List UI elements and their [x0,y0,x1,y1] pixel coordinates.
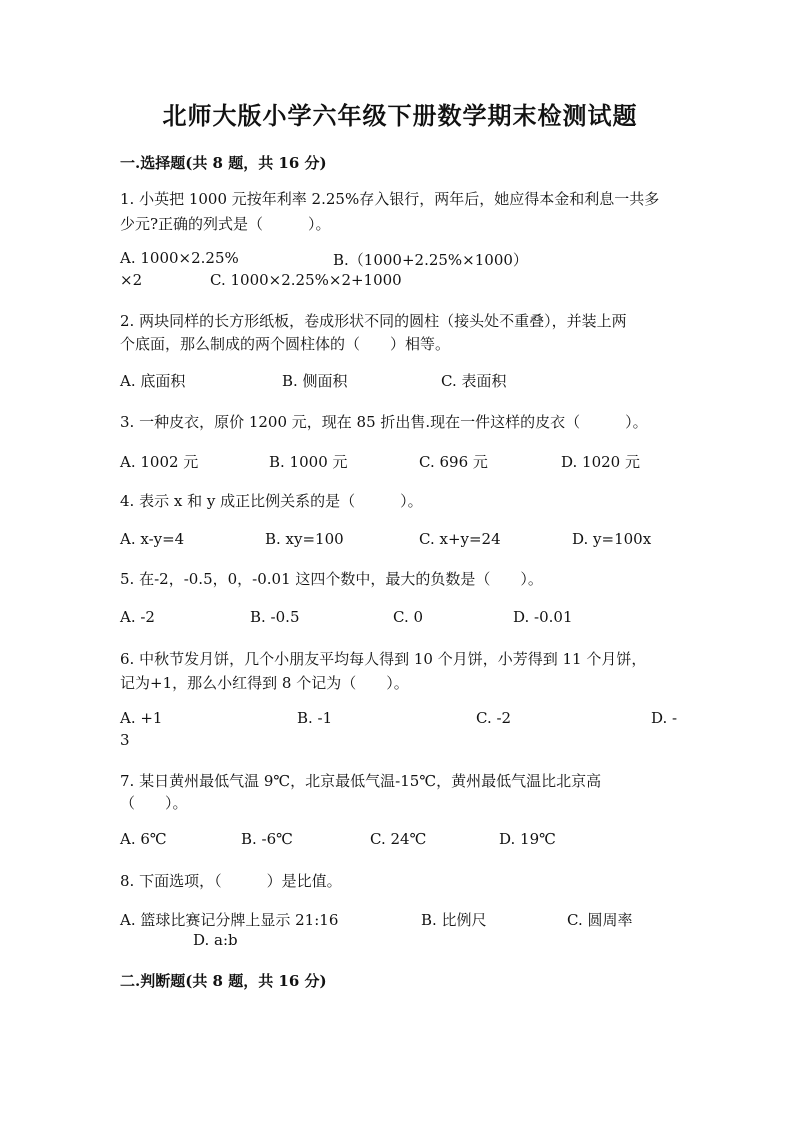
question-8-option-b: B. 比例尺 [421,911,487,929]
question-3-option-c: C. 696 元 [419,453,488,471]
question-4-option-c: C. x+y=24 [419,530,501,548]
page-title: 北师大版小学六年级下册数学期末检测试题 [162,101,638,130]
question-1-line-1: 1. 小英把 1000 元按年利率 2.25%存入银行，两年后，她应得本金和利息一共多 [120,190,660,208]
question-8-line-1: 8. 下面选项，（ ）是比值。 [120,872,342,890]
question-3-line-1: 3. 一种皮衣，原价 1200 元，现在 85 折出售.现在一件这样的皮衣（ ）。 [120,413,648,431]
section-heading: 一.选择题(共 8 题，共 16 分) [120,154,327,172]
question-1-option-a: A. 1000×2.25% [120,249,239,267]
question-1-option-b-cont: ×2 [120,271,143,289]
question-3-option-a: A. 1002 元 [120,453,199,471]
question-5-line-1: 5. 在-2，-0.5，0，-0.01 这四个数中，最大的负数是（ ）。 [120,570,543,588]
question-2-option-c: C. 表面积 [441,372,507,390]
question-5-option-d: D. -0.01 [513,608,573,626]
question-3-option-b: B. 1000 元 [269,453,348,471]
question-4-option-b: B. xy=100 [265,530,344,548]
question-1-option-b: B.（1000+2.25%×1000） [333,251,528,269]
section-heading: 二.判断题(共 8 题，共 16 分) [120,972,327,990]
question-1-option-c: C. 1000×2.25%×2+1000 [210,271,402,289]
question-6-option-b: B. -1 [297,709,333,727]
question-3-option-d: D. 1020 元 [561,453,640,471]
question-5-option-b: B. -0.5 [250,608,300,626]
question-6-option-a: A. +1 [120,709,163,727]
question-6-option-d-cont: 3 [120,731,130,749]
question-2-line-1: 2. 两块同样的长方形纸板，卷成形状不同的圆柱（接头处不重叠），并装上两 [120,312,627,330]
question-7-line-1: 7. 某日黄州最低气温 9℃，北京最低气温-15℃，黄州最低气温比北京高 [120,772,602,790]
question-2-option-a: A. 底面积 [120,372,186,390]
question-6-option-d: D. - [651,709,678,727]
question-7-option-d: D. 19℃ [499,830,556,848]
question-4-option-d: D. y=100x [572,530,652,548]
question-1-line-2: 少元?正确的列式是（ ）。 [120,215,331,233]
question-6-line-2: 记为+1，那么小红得到 8 个记为（ ）。 [120,674,409,692]
question-2-option-b: B. 侧面积 [282,372,348,390]
question-7-line-2: （ ）。 [120,794,188,812]
question-6-option-c: C. -2 [476,709,512,727]
question-5-option-c: C. 0 [393,608,424,626]
question-4-line-1: 4. 表示 x 和 y 成正比例关系的是（ ）。 [120,492,423,510]
question-2-line-2: 个底面，那么制成的两个圆柱体的（ ）相等。 [120,335,451,353]
question-6-line-1: 6. 中秋节发月饼，几个小朋友平均每人得到 10 个月饼，小芳得到 11 个月饼， [120,650,647,668]
question-7-option-c: C. 24℃ [370,830,427,848]
question-7-option-a: A. 6℃ [120,830,167,848]
question-7-option-b: B. -6℃ [241,830,293,848]
question-8-option-c: C. 圆周率 [567,911,633,929]
question-8-option-a: A. 篮球比赛记分牌上显示 21:16 [120,911,339,929]
question-8-option-d: D. a:b [193,931,238,949]
question-5-option-a: A. -2 [120,608,155,626]
question-4-option-a: A. x-y=4 [120,530,185,548]
